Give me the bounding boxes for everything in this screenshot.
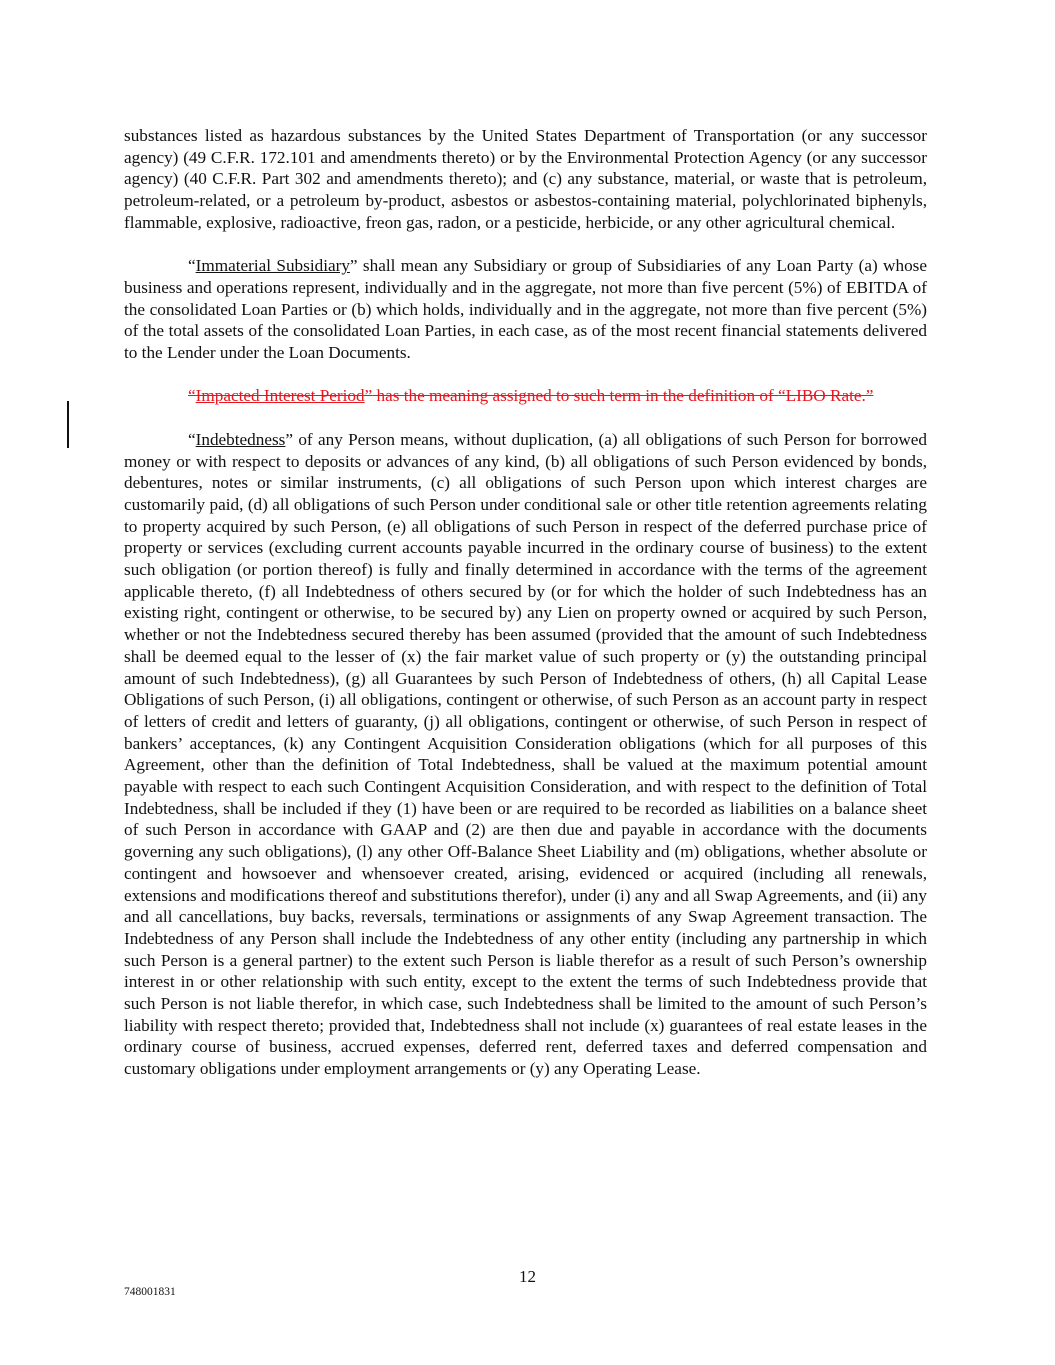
close-quote: ” <box>349 256 358 276</box>
definition-text: shall mean any Subsidiary or group of Subsidiaries of any Loan Party (a) whose business and operations represent, individually and in the aggregate, not more than five percent (5%) of EBITDA of the consolidated Loan Parties or (b) which holds, individually and in the aggregate, not more than five percent (5%) of the total assets of the consolidated Loan Parties, in each case, as of the most recent financial statements delivered to the Lender under the Loan Documents. <box>124 256 927 363</box>
definition-text: has the meaning assigned to such term in the definition of “LIBO Rate.” <box>372 386 874 406</box>
defined-term: Indebtedness <box>195 429 286 449</box>
definition-indebtedness <box>124 429 927 1080</box>
open-quote: “ <box>188 256 196 276</box>
definition-impacted-interest-period-deleted <box>124 385 927 407</box>
page-number: 12 <box>519 1267 536 1286</box>
defined-term: Immaterial Subsidiary <box>195 256 350 276</box>
open-quote: “ <box>188 386 196 406</box>
definition-immaterial-subsidiary <box>124 255 927 364</box>
document-id: 748001831 <box>124 1286 176 1298</box>
paragraph-hazardous-materials <box>124 125 927 234</box>
open-quote: “ <box>188 429 196 449</box>
definition-text: of any Person means, without duplication, (a) all obligations of such Person for borrowed money or with respect to deposits or advances of any kind, (b) all obligations of such Person evidenced by bonds, debentures, notes or similar instruments, (c) all obligations of such Person upon which interest charges are customarily paid, (d) all obligations of such Person under conditional sale or other title retention agreements relating to property acquired by such Person, (e) all obligations of such Person in respect of the deferred purchase price of property or services (excluding current accounts payable incurred in the ordinary course of business) to the extent such obligation (or portion thereof) is fully and finally determined in accordance with the terms of the agreement applicable thereto, (f) all Indebtedness of others secured by (or for which the holder of such Indebtedness has an existing right, contingent or otherwise, to be secured by) any Lien on property owned or acquired by such Person, whether or not the Indebtedness secured thereby has been assumed (provided that the amount of such Indebtedness shall be deemed equal to the lesser of (x) the fair market value of such property or (y) the outstanding principal amount of such Indebtedness), (g) all Guarantees by such Person of Indebtedness of others, (h) all Capital Lease Obligations of such Person, (i) all obligations, contingent or otherwise, of such Person as an account party in respect of letters of credit and letters of guaranty, (j) all obligations, contingent or otherwise, of such Person in respect of bankers’ acceptances, (k) any Contingent Acquisition Consideration obligations (which for all purposes of this Agreement, other than the definition of Total Indebtedness, shall be valued at the maximum potential amount payable with respect to each such Contingent Acquisition Consideration, and with respect to the definition of Total Indebtedness, shall be included if they (1) have been or are required to be recorded as liabilities on a balance sheet of such Person in accordance with GAAP and (2) are then due and payable in accordance with the documents governing any such obligations), (l) any other Off-Balance Sheet Liability and (m) obligations, whether absolute or contingent and howsoever and whensoever created, arising, evidenced or acquired (including all renewals, extensions and modifications thereof and substitutions therefor), under (i) any and all Swap Agreements, and (ii) any and all cancellations, buy backs, reversals, terminations or assignments of any Swap Agreement transaction. The Indebtedness of any Person shall include the Indebtedness of any other entity (including any partnership in which such Person is a general partner) to the extent such Person is liable therefor as a result of such Person’s ownership interest in or other relationship with such entity, except to the extent the terms of such Indebtedness provide that such Person is not liable therefor, in which case, such Indebtedness shall be limited to the amount of such Person’s liability with respect thereto; provided that, Indebtedness shall not include (x) guarantees of real estate leases in the ordinary course of business, accrued expenses, deferred rent, deferred taxes and deferred compensation and customary obligations under employment arrangements or (y) any Operating Lease. <box>124 429 927 1079</box>
close-quote: ” <box>364 386 373 406</box>
defined-term: Impacted Interest Period <box>195 386 365 406</box>
close-quote: ” <box>285 429 294 449</box>
revision-change-bar <box>67 401 69 448</box>
document-body <box>124 125 927 1102</box>
paragraph-text: substances listed as hazardous substances by the United States Department of Transportation (or any successor agency) (49 C.F.R. 172.101 and amendments thereto) or by the Environmental Protection Agency (or any successor agency) (40 C.F.R. Part 302 and amendments thereto); and (c) any substance, material, or waste that is petroleum, petroleum-related, or a petroleum by-product, asbestos or asbestos-containing material, polychlorinated biphenyls, flammable, explosive, radioactive, freon gas, radon, or a pesticide, herbicide, or any other agricultural chemical. <box>124 126 927 232</box>
